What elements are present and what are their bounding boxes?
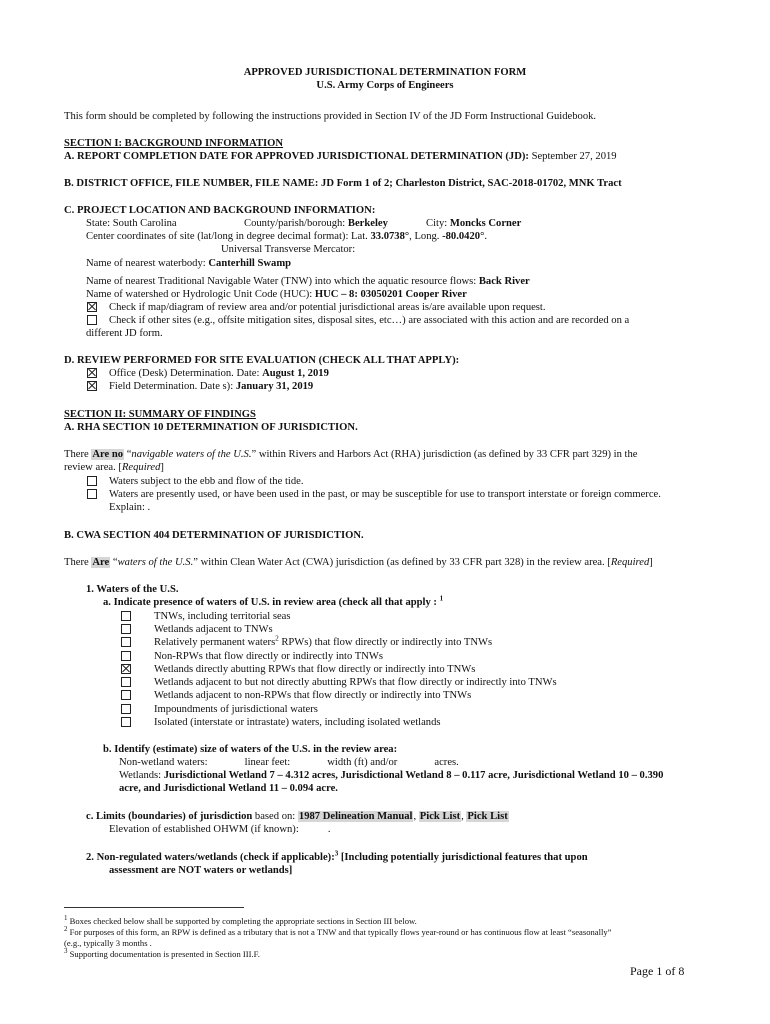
rha-statement-cont <box>64 461 164 474</box>
type-rpw-checkbox[interactable] <box>121 637 131 647</box>
tidal-checkbox[interactable] <box>87 476 97 486</box>
footnote-2 <box>64 927 611 938</box>
limits-label: c. Limits (boundaries) of jurisdiction <box>86 811 253 822</box>
non-regulated-rest: [Including potentially jurisdictional features that upon <box>338 852 588 863</box>
state-label: State: <box>86 218 113 229</box>
type-isolated-label: Isolated (interstate or intrastate) waters, including isolated wetlands <box>154 717 441 728</box>
commerce-label: Waters are presently used, or have been used in the past, or may be susceptible for use to transport interstate or foreign commerce. <box>109 489 661 500</box>
rha-required: Required <box>121 462 161 473</box>
cwa-statement <box>64 556 653 569</box>
other-sites-label: Check if other sites (e.g., offsite mitigation sites, disposal sites, etc…) are associated with this action and are recorded on a <box>109 315 630 326</box>
wetlands-line <box>119 769 663 782</box>
map-available-label: Check if map/diagram of review area and/or potential jurisdictional areas is/are available upon request. <box>109 302 546 313</box>
other-sites-checkbox[interactable] <box>87 315 97 325</box>
huc-label: Name of watershed or Hydrologic Unit Code (HUC): <box>86 289 315 300</box>
type-adjacent-nonrpw-checkbox[interactable] <box>121 690 131 700</box>
field-determination <box>109 380 313 393</box>
cwa-post: ” within Clean Water Act (CWA) jurisdiction (as defined by 33 CFR part 328) in the review area. [ <box>193 557 611 568</box>
waters-presence-text: a. Indicate presence of waters of U.S. in review area (check all that apply : <box>103 597 440 608</box>
type-wetlands-tnw-label: Wetlands adjacent to TNWs <box>154 624 273 635</box>
section-1b: B. DISTRICT OFFICE, FILE NUMBER, FILE NAME: JD Form 1 of 2; Charleston District, SAC-2018-01702, MNK Tract <box>64 178 622 189</box>
type-abutting-rpw-label: Wetlands directly abutting RPWs that flow directly or indirectly into TNWs <box>154 664 476 675</box>
rha-pre: There <box>64 449 92 460</box>
field-determination-checkbox[interactable] <box>87 381 97 391</box>
cwa-italic: waters of the U.S. <box>117 557 194 568</box>
rha-selection[interactable]: Are no <box>92 449 124 460</box>
type-tnw-label: TNWs, including territorial seas <box>154 611 291 622</box>
rha-italic: navigable waters of the U.S. <box>131 449 252 460</box>
section-1a <box>64 150 617 163</box>
type-impoundments-label: Impoundments of jurisdictional waters <box>154 704 318 715</box>
section-1d: D. REVIEW PERFORMED FOR SITE EVALUATION (CHECK ALL THAT APPLY): <box>64 355 460 366</box>
pick-list-2-select[interactable]: Pick List <box>467 811 508 822</box>
footnote-2-text: For purposes of this form, an RPW is defined as a tributary that is not a TNW and that typically flows year-round or has continuous flow at least “seasonally” <box>67 927 612 937</box>
office-determination-checkbox[interactable] <box>87 368 97 378</box>
coords-label: Center coordinates of site (lat/long in degree decimal format): Lat. <box>86 231 371 242</box>
coordinates-line <box>86 230 487 243</box>
type-impoundments-checkbox[interactable] <box>121 704 131 714</box>
limits-mid: based on: <box>252 811 298 822</box>
waterbody-line <box>86 257 291 270</box>
footnote-3-num: 3 <box>64 947 68 956</box>
state-line <box>86 217 177 230</box>
pick-list-1-select[interactable]: Pick List <box>419 811 461 822</box>
type-rpw-text: Relatively permanent waters <box>154 637 276 648</box>
section-1c: C. PROJECT LOCATION AND BACKGROUND INFORMATION: <box>64 205 376 216</box>
office-date: August 1, 2019 <box>262 368 329 379</box>
state-value: South Carolina <box>112 218 177 229</box>
city-label: City: <box>426 218 450 229</box>
form-title: APPROVED JURISDICTIONAL DETERMINATION FORM <box>243 67 527 78</box>
rha-line2: review area. [ <box>64 462 122 473</box>
footnote-2-cont: (e.g., typically 3 months . <box>64 938 152 948</box>
cwa-selection[interactable]: Are <box>92 557 110 568</box>
non-regulated-cont: assessment are NOT waters or wetlands] <box>109 865 293 876</box>
rha-line2-end: ] <box>160 462 164 473</box>
limits-line: c. Limits (boundaries) of jurisdiction based on: 1987 Delineation Manual, Pick List, Pick List <box>86 811 508 822</box>
city-line <box>426 217 521 230</box>
type-nonrpw-checkbox[interactable] <box>121 651 131 661</box>
cwa-pre: There <box>64 557 92 568</box>
footnote-3-text: Supporting documentation is presented in Section III.F. <box>67 949 260 959</box>
type-adjacent-rpw-label: Wetlands adjacent to but not directly abutting RPWs that flow directly or indirectly into TNWs <box>154 677 557 688</box>
cwa-required: Required <box>610 557 650 568</box>
wetlands-value-cont: acre, and Jurisdictional Wetland 11 – 0.094 acre. <box>119 783 338 794</box>
waters-heading: 1. Waters of the U.S. <box>86 584 179 595</box>
field-date: January 31, 2019 <box>235 381 314 392</box>
type-wetlands-tnw-checkbox[interactable] <box>121 624 131 634</box>
page-number: Page 1 of 8 <box>630 964 685 978</box>
section-2b: B. CWA SECTION 404 DETERMINATION OF JURISDICTION. <box>64 530 364 541</box>
waterbody-value: Canterhill Swamp <box>208 258 292 269</box>
office-determination <box>109 367 329 380</box>
non-regulated-heading <box>86 851 588 864</box>
longitude: -80.0420° <box>442 231 485 242</box>
cwa-quote: “ <box>110 557 118 568</box>
non-regulated-sup: 3 <box>334 849 339 858</box>
section-2a: A. RHA SECTION 10 DETERMINATION OF JURISDICTION. <box>64 422 358 433</box>
type-adjacent-rpw-checkbox[interactable] <box>121 677 131 687</box>
explain-field[interactable]: Explain: . <box>109 502 151 513</box>
footnote-1 <box>64 916 417 927</box>
huc-value: HUC – 8: 03050201 Cooper River <box>314 289 467 300</box>
waterbody-label: Name of nearest waterbody: <box>86 258 209 269</box>
cwa-end: ] <box>649 557 653 568</box>
section-1-title: SECTION I: BACKGROUND INFORMATION <box>64 138 284 149</box>
tnw-value: Back River <box>478 276 530 287</box>
type-rpw-label <box>154 636 492 649</box>
county-label: County/parish/borough: <box>244 218 348 229</box>
ohwm-line[interactable]: Elevation of established OHWM (if known): . <box>109 824 331 835</box>
section-2-title: SECTION II: SUMMARY OF FINDINGS <box>64 409 256 420</box>
size-heading: b. Identify (estimate) size of waters of the U.S. in the review area: <box>103 744 398 755</box>
type-nonrpw-label: Non-RPWs that flow directly or indirectly into TNWs <box>154 651 384 662</box>
non-regulated-label: 2. Non-regulated waters/wetlands (check if applicable): <box>86 852 335 863</box>
rha-post: ” within Rivers and Harbors Act (RHA) jurisdiction (as defined by 33 CFR part 329) in the <box>251 449 638 460</box>
tnw-label: Name of nearest Traditional Navigable Water (TNW) into which the aquatic resource flows: <box>86 276 479 287</box>
office-label: Office (Desk) Determination. Date: <box>109 368 263 379</box>
footnote-2-num: 2 <box>64 925 68 934</box>
field-label: Field Determination. Date s): <box>109 381 236 392</box>
commerce-checkbox[interactable] <box>87 489 97 499</box>
report-date: September 27, 2019 <box>531 151 617 162</box>
utm-line: Universal Transverse Mercator: <box>221 244 356 255</box>
footnote-3 <box>64 949 260 960</box>
type-abutting-rpw-checkbox[interactable] <box>121 664 131 674</box>
type-rpw-rest: RPWs) that flow directly or indirectly into TNWs <box>278 637 493 648</box>
county-line <box>244 217 388 230</box>
intro-text: This form should be completed by following the instructions provided in Section IV of the JD Form Instructional Guidebook. <box>64 111 597 122</box>
wetlands-label: Wetlands: <box>119 770 164 781</box>
long-label: , Long. <box>409 231 443 242</box>
latitude: 33.0738° <box>370 231 410 242</box>
form-subtitle: U.S. Army Corps of Engineers <box>316 80 454 91</box>
city-value: Moncks Corner <box>449 218 522 229</box>
huc-line <box>86 288 467 301</box>
type-adjacent-nonrpw-label: Wetlands adjacent to non-RPWs that flow directly or indirectly into TNWs <box>154 690 472 701</box>
footnote-1-text: Boxes checked below shall be supported by completing the appropriate sections in Section III below. <box>67 916 417 926</box>
other-sites-label-cont: different JD form. <box>86 328 163 339</box>
delineation-manual-select[interactable]: 1987 Delineation Manual <box>298 811 413 822</box>
wetlands-value: Jurisdictional Wetland 7 – 4.312 acres, Jurisdictional Wetland 8 – 0.117 acre, Jurisdictional Wetland 10 – 0.390 <box>163 770 664 781</box>
footnote-rule <box>64 907 244 908</box>
type-isolated-checkbox[interactable] <box>121 717 131 727</box>
type-tnw-checkbox[interactable] <box>121 611 131 621</box>
waters-presence-heading <box>103 596 443 609</box>
county-value: Berkeley <box>347 218 388 229</box>
section-1a-label: A. REPORT COMPLETION DATE FOR APPROVED JURISDICTIONAL DETERMINATION (JD): <box>64 151 529 162</box>
coords-end: . <box>484 231 487 242</box>
rha-statement <box>64 448 638 461</box>
waters-presence-sup: 1 <box>439 594 444 603</box>
rha-quote: “ <box>124 449 132 460</box>
nonwetland-line: Non-wetland waters: linear feet: width (ft) and/or acres. <box>119 757 459 768</box>
footnote-1-num: 1 <box>64 914 68 923</box>
tnw-line <box>86 275 530 288</box>
type-rpw-sup: 2 <box>275 634 279 643</box>
map-available-checkbox[interactable] <box>87 302 97 312</box>
tidal-label: Waters subject to the ebb and flow of the tide. <box>109 476 304 487</box>
